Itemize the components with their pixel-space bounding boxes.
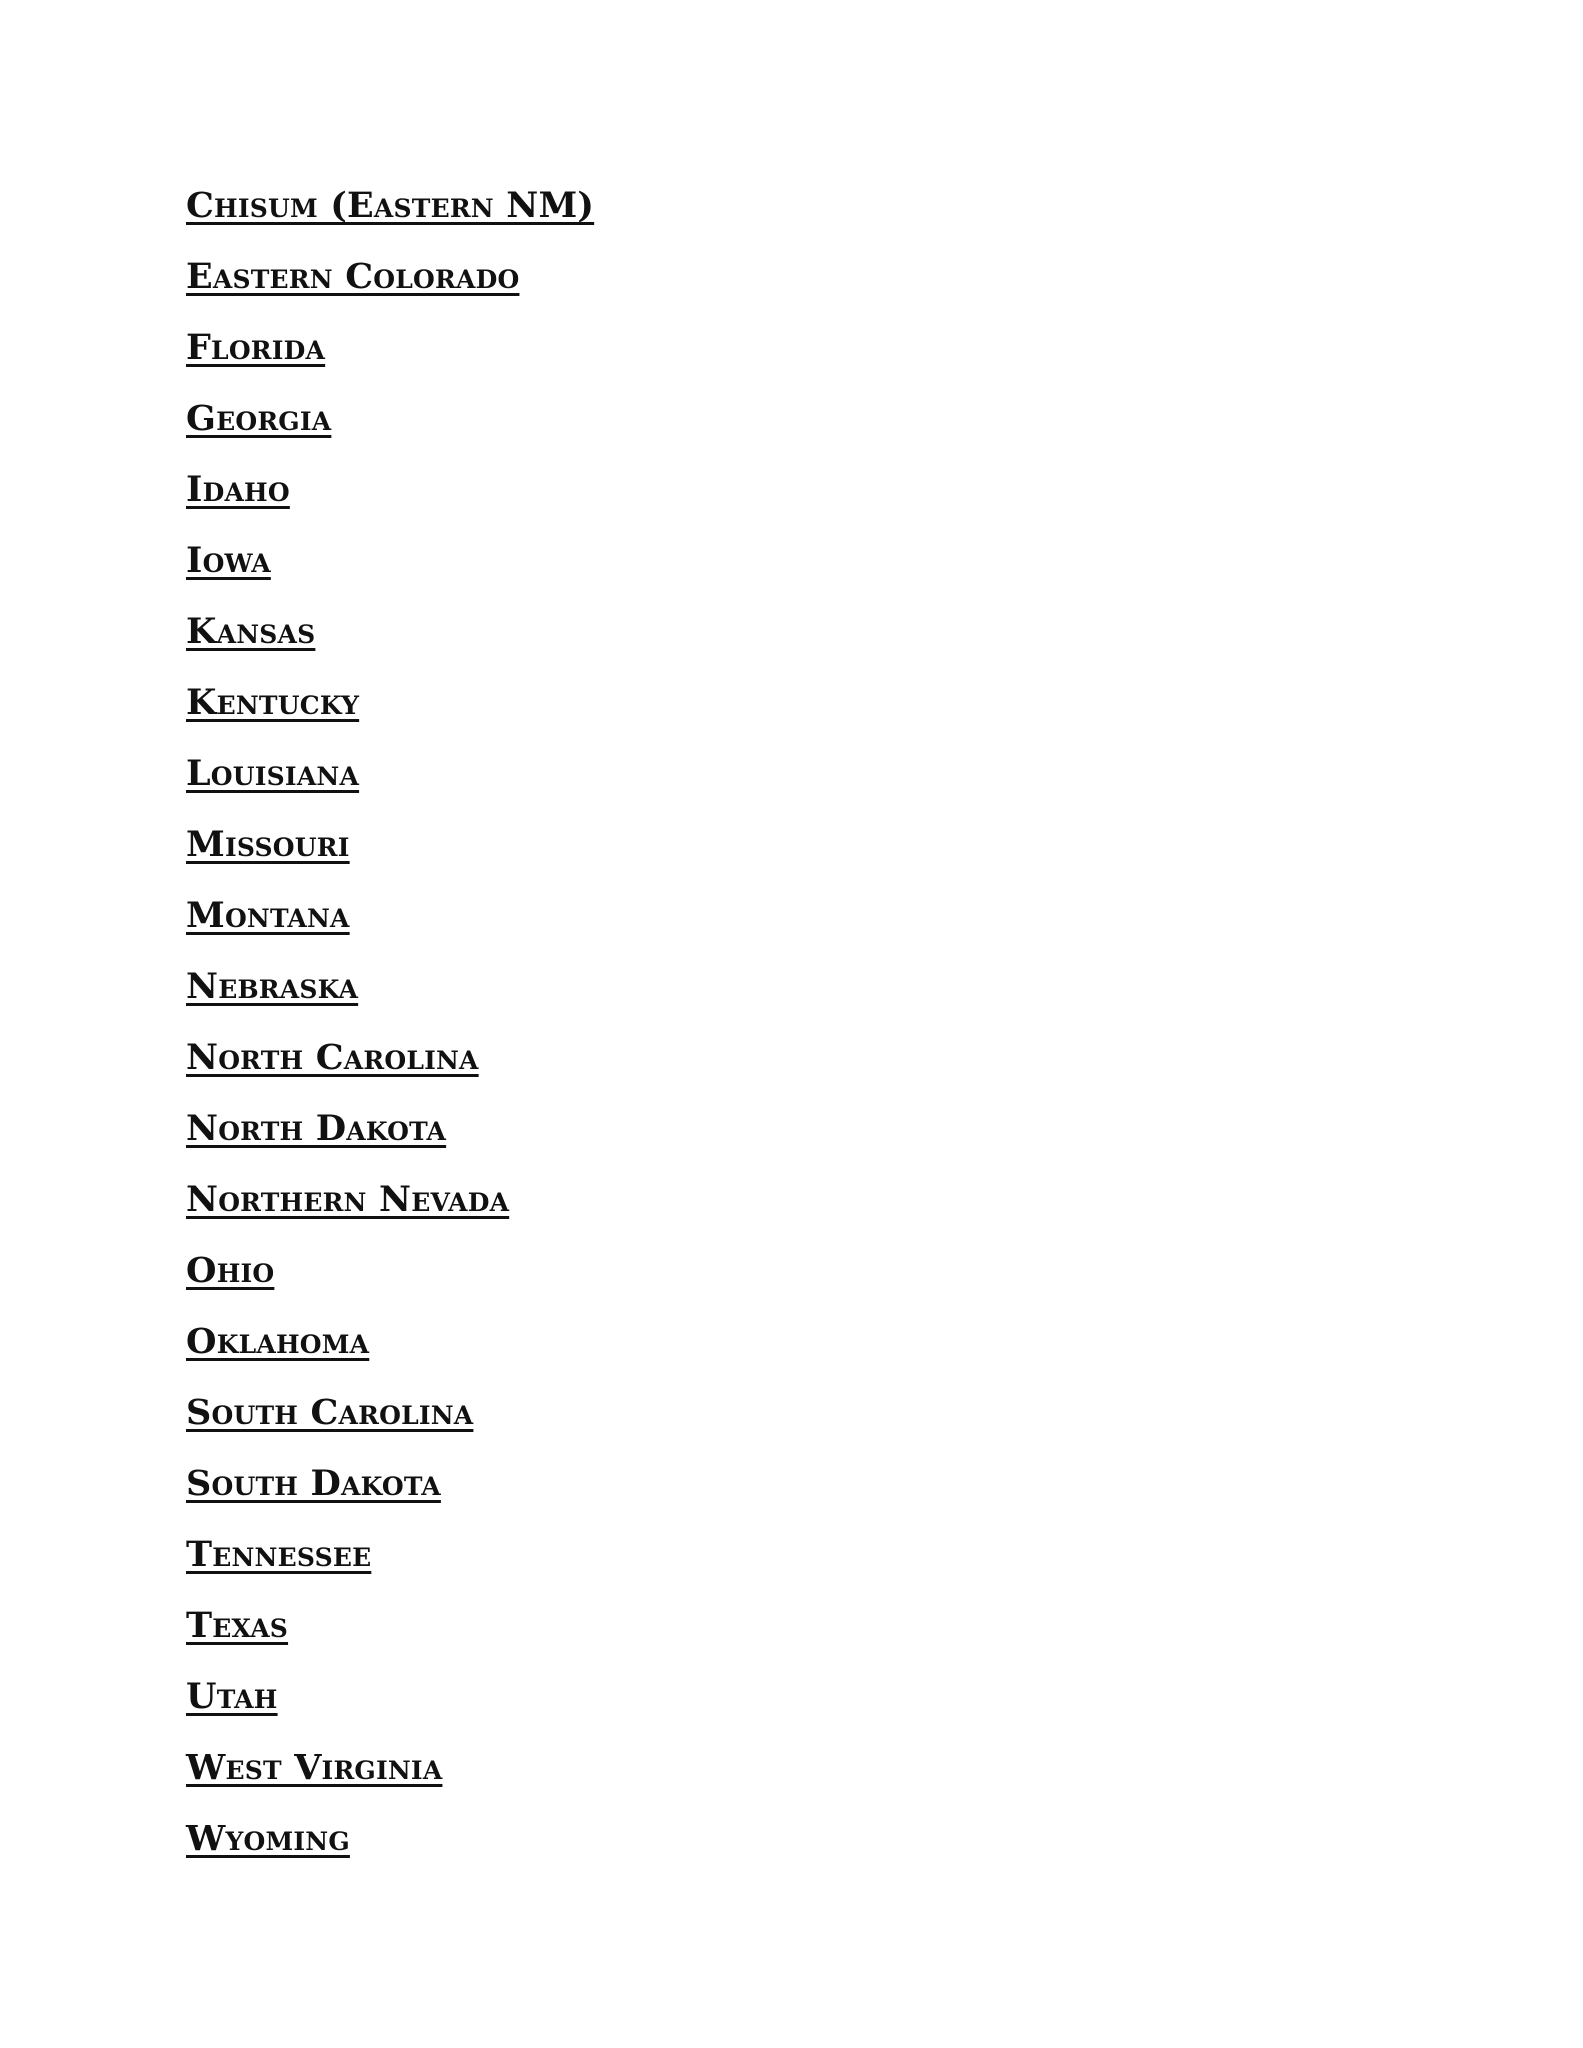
list-item bbox=[186, 253, 594, 324]
link-north-dakota[interactable]: North Dakota bbox=[186, 1108, 447, 1149]
list-item bbox=[186, 750, 594, 821]
link-louisiana[interactable]: Louisiana bbox=[186, 753, 360, 794]
list-item bbox=[186, 537, 594, 608]
link-kansas[interactable]: Kansas bbox=[186, 611, 316, 652]
link-northern-nevada[interactable]: Northern Nevada bbox=[186, 1179, 510, 1220]
link-iowa[interactable]: Iowa bbox=[186, 540, 271, 581]
list-item bbox=[186, 608, 594, 679]
link-georgia[interactable]: Georgia bbox=[186, 398, 332, 439]
list-item bbox=[186, 1815, 594, 1886]
link-south-carolina[interactable]: South Carolina bbox=[186, 1392, 474, 1433]
list-item bbox=[186, 821, 594, 892]
link-tennessee[interactable]: Tennessee bbox=[186, 1534, 372, 1575]
link-utah[interactable]: Utah bbox=[186, 1676, 278, 1717]
link-kentucky[interactable]: Kentucky bbox=[186, 682, 360, 723]
list-item bbox=[186, 1034, 594, 1105]
list-item bbox=[186, 892, 594, 963]
list-item bbox=[186, 1318, 594, 1389]
link-west-virginia[interactable]: West Virginia bbox=[186, 1747, 443, 1788]
link-oklahoma[interactable]: Oklahoma bbox=[186, 1321, 370, 1362]
list-item bbox=[186, 466, 594, 537]
list-item bbox=[186, 324, 594, 395]
list-item bbox=[186, 679, 594, 750]
link-ohio[interactable]: Ohio bbox=[186, 1250, 275, 1291]
list-item bbox=[186, 1531, 594, 1602]
link-missouri[interactable]: Missouri bbox=[186, 824, 350, 865]
region-link-list bbox=[186, 182, 594, 1886]
list-item bbox=[186, 395, 594, 466]
list-item bbox=[186, 1602, 594, 1673]
list-item bbox=[186, 1673, 594, 1744]
link-eastern-colorado[interactable]: Eastern Colorado bbox=[186, 256, 520, 297]
list-item bbox=[186, 1105, 594, 1176]
link-chisum-eastern-nm[interactable]: Chisum (Eastern NM) bbox=[186, 185, 595, 226]
link-south-dakota[interactable]: South Dakota bbox=[186, 1463, 441, 1504]
link-montana[interactable]: Montana bbox=[186, 895, 350, 936]
list-item bbox=[186, 182, 594, 253]
link-north-carolina[interactable]: North Carolina bbox=[186, 1037, 479, 1078]
list-item bbox=[186, 1744, 594, 1815]
list-item bbox=[186, 1389, 594, 1460]
link-nebraska[interactable]: Nebraska bbox=[186, 966, 359, 1007]
list-item bbox=[186, 963, 594, 1034]
link-wyoming[interactable]: Wyoming bbox=[186, 1818, 350, 1859]
link-idaho[interactable]: Idaho bbox=[186, 469, 290, 510]
list-item bbox=[186, 1247, 594, 1318]
link-florida[interactable]: Florida bbox=[186, 327, 326, 368]
link-texas[interactable]: Texas bbox=[186, 1605, 289, 1646]
list-item bbox=[186, 1460, 594, 1531]
list-item bbox=[186, 1176, 594, 1247]
